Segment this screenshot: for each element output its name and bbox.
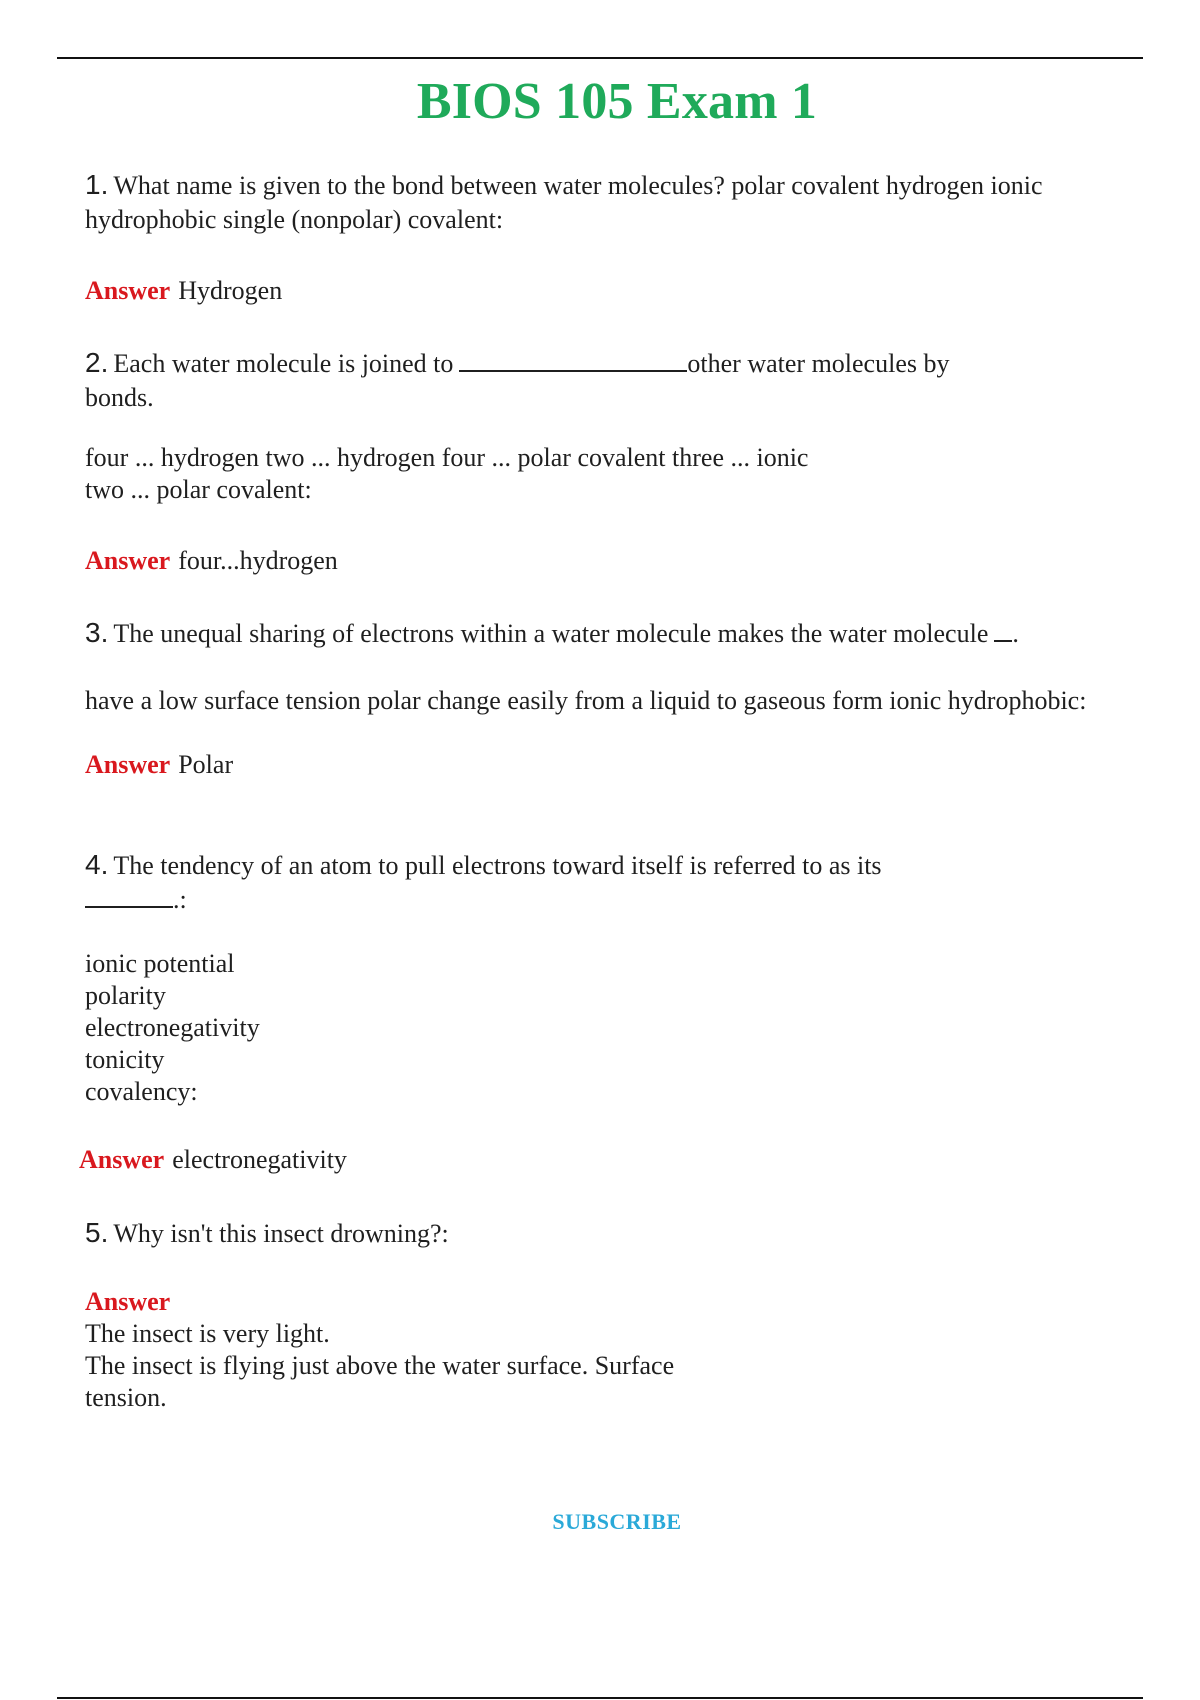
- options-line: have a low surface tension polar change easily from a liquid to gaseous form ionic hydrophobic:: [85, 686, 1087, 715]
- question-5: [85, 1216, 449, 1251]
- answer-line: The insect is very light.: [85, 1319, 330, 1348]
- question-4: [85, 848, 1145, 917]
- question-number: 2.: [85, 347, 109, 378]
- question-number: 5.: [85, 1217, 109, 1248]
- question-text: The unequal sharing of electrons within a water molecule makes the water molecule: [113, 619, 989, 648]
- bottom-rule: [57, 1697, 1143, 1699]
- question-text: The tendency of an atom to pull electrons toward itself is referred to as its: [113, 851, 882, 880]
- question-text-cont: other water molecules by: [687, 349, 950, 378]
- question-text-line2: bonds.: [85, 383, 154, 412]
- answer-text: Hydrogen: [178, 276, 283, 305]
- options-2: [85, 442, 808, 506]
- question-text: Each water molecule is joined to: [113, 349, 454, 378]
- answer-text: electronegativity: [172, 1145, 347, 1174]
- page-title: BIOS 105 Exam 1: [416, 73, 818, 130]
- blank-suffix: .:: [173, 885, 187, 914]
- answer-label: Answer: [85, 276, 171, 305]
- answer-5: [85, 1286, 674, 1414]
- answer-text: four...hydrogen: [178, 546, 338, 575]
- options-3: [85, 684, 1185, 718]
- answer-blank: [994, 620, 1012, 642]
- question-text: What name is given to the bond between water molecules? polar covalent hydrogen ionic hydrophobic single (nonpolar) covalent:: [85, 171, 1043, 234]
- question-number: 3.: [85, 617, 109, 648]
- question-2: [85, 346, 1145, 415]
- option-item: tonicity: [85, 1045, 165, 1074]
- option-item: covalency:: [85, 1077, 198, 1106]
- answer-line: The insect is flying just above the water surface. Surface: [85, 1351, 675, 1380]
- answer-text: Polar: [178, 750, 234, 779]
- answer-3: [85, 748, 233, 782]
- question-1: [85, 168, 1145, 237]
- answer-4: [79, 1143, 347, 1177]
- answer-label: Answer: [85, 546, 171, 575]
- option-item: electronegativity: [85, 1013, 260, 1042]
- answer-1: [85, 274, 282, 308]
- question-3: [85, 616, 1165, 651]
- answer-label: Answer: [85, 750, 171, 779]
- question-number: 1.: [85, 169, 109, 200]
- options-4: [85, 948, 260, 1108]
- answer-blank: [85, 886, 173, 908]
- answer-2: [85, 544, 338, 578]
- answer-label: Answer: [79, 1145, 165, 1174]
- question-text-end: .: [1012, 619, 1019, 648]
- question-number: 4.: [85, 849, 109, 880]
- subscribe-link[interactable]: SUBSCRIBE: [552, 1509, 682, 1534]
- option-item: ionic potential: [85, 949, 235, 978]
- options-line: two ... polar covalent:: [85, 475, 312, 504]
- answer-label: Answer: [85, 1287, 171, 1316]
- options-line: four ... hydrogen two ... hydrogen four ... polar covalent three ... ionic: [85, 443, 809, 472]
- option-item: polarity: [85, 981, 166, 1010]
- question-text: Why isn't this insect drowning?:: [113, 1219, 449, 1248]
- answer-blank: [459, 348, 687, 372]
- top-rule: [57, 57, 1143, 59]
- answer-line: tension.: [85, 1383, 167, 1412]
